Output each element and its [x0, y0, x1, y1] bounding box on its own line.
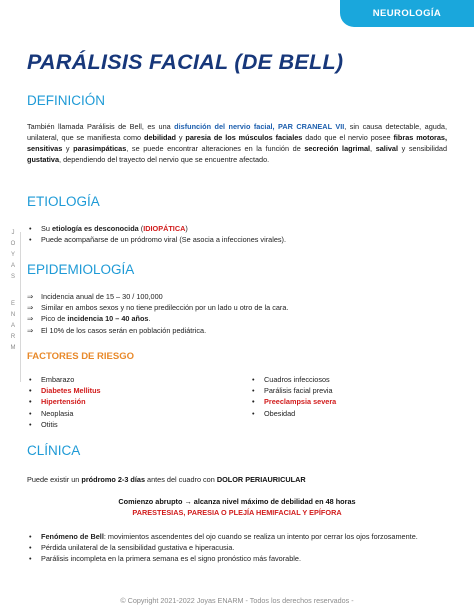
- etiologia-list: [27, 223, 447, 245]
- factores-right-list: [250, 374, 450, 419]
- clinica-intro: Puede existir un pródromo 2-3 días antes del cuadro con DOLOR PERIAURICULAR: [27, 475, 306, 484]
- side-letter: E: [10, 301, 15, 307]
- heading-etiologia: ETIOLOGÍA: [27, 194, 100, 209]
- side-letter: S: [10, 274, 15, 280]
- list-item: • Otitis: [27, 419, 237, 430]
- side-letter: Y: [10, 252, 15, 258]
- heading-clinica: CLÍNICA: [27, 443, 81, 458]
- list-item: • Neoplasia: [27, 408, 237, 419]
- side-letter: J: [11, 230, 15, 236]
- list-item: • Diabetes Mellitus: [27, 385, 237, 396]
- list-item: • Pérdida unilateral de la sensibilidad gustativa e hiperacusia.: [27, 542, 447, 553]
- factores-left-list: [27, 374, 237, 430]
- list-item: ⇒ Pico de incidencia 10 – 40 años.: [27, 313, 447, 324]
- list-item: • Su etiología es desconocida (IDIOPÁTICA): [27, 223, 447, 234]
- side-letter: O: [10, 241, 16, 247]
- list-item: • Preeclampsia severa: [250, 396, 450, 407]
- definicion-paragraph: También llamada Parálisis de Bell, es una disfunción del nervio facial, PAR CRANEAL VII, sin causa detectable, aguda, unilateral, que se manifiesta como debilidad y paresia de los músculos faciales dado que el nervio posee fibras motoras, sensitivas y parasimpáticas, se puede encontrar alteraciones en la función de secreción lagrimal, salival y sensibilidad gustativa, dependiendo del trayecto del nervio que se encuentre afectado.: [27, 122, 448, 164]
- clinica-symptoms-line: PARESTESIAS, PARESIA O PLEJÍA HEMIFACIAL Y EPÍFORA: [132, 508, 342, 517]
- side-letter: M: [10, 345, 16, 351]
- list-item: ⇒ Similar en ambos sexos y no tiene predilección por un lado u otro de la cara.: [27, 302, 447, 313]
- list-item: • Hipertensión: [27, 396, 237, 407]
- page-title: PARÁLISIS FACIAL (DE BELL): [27, 50, 344, 74]
- list-item: • Embarazo: [27, 374, 237, 385]
- list-item: • Obesidad: [250, 408, 450, 419]
- list-item: ⇒ Incidencia anual de 15 – 30 / 100,000: [27, 291, 447, 302]
- epidemiologia-list: [27, 291, 447, 336]
- list-item: • Parálisis incompleta en la primera semana es el signo pronóstico más favorable.: [27, 553, 447, 564]
- side-rail-joyas-enarm: [7, 228, 19, 354]
- side-divider: [20, 232, 21, 382]
- heading-epidemiologia: EPIDEMIOLOGÍA: [27, 262, 135, 277]
- list-item: • Cuadros infecciosos: [250, 374, 450, 385]
- clinica-list: [27, 531, 447, 564]
- heading-factores-riesgo: FACTORES DE RIESGO: [27, 351, 134, 362]
- list-item: • Parálisis facial previa: [250, 385, 450, 396]
- list-item: • Puede acompañarse de un pródromo viral (Se asocia a infecciones virales).: [27, 234, 447, 245]
- list-item: • Fenómeno de Bell: movimientos ascendentes del ojo cuando se realiza un intento por cerrar los ojos forzosamente.: [27, 531, 447, 542]
- clinica-onset-line: Comienzo abrupto → alcanza nivel máximo de debilidad en 48 horas: [118, 497, 356, 506]
- side-letter: N: [10, 312, 16, 318]
- list-item: ⇒ El 10% de los casos serán en población pediátrica.: [27, 325, 447, 336]
- section-tab-neurologia: NEUROLOGÍA: [340, 0, 474, 27]
- copyright-footer: © Copyright 2021-2022 Joyas ENARM - Todos los derechos reservados -: [120, 596, 354, 605]
- side-letter: A: [10, 323, 15, 329]
- side-letter: A: [10, 263, 15, 269]
- heading-definicion: DEFINICIÓN: [27, 93, 106, 108]
- side-letter: R: [10, 334, 16, 340]
